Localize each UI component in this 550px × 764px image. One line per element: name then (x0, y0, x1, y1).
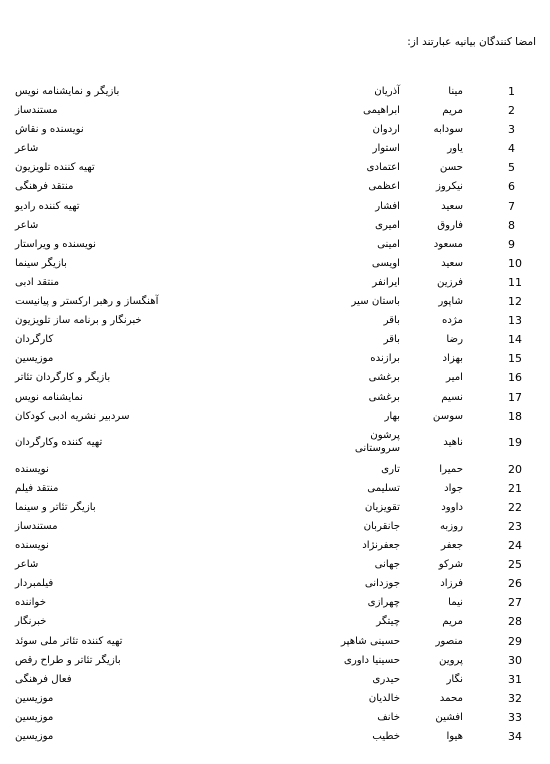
list-item (0, 139, 550, 158)
signer-first-name: حسن (439, 162, 463, 174)
signer-number: 8 (508, 218, 515, 232)
signer-number: 33 (508, 710, 522, 724)
signer-last-name: تقویزیان (364, 501, 400, 513)
signer-profession: خواننده (15, 597, 46, 609)
list-item (0, 197, 550, 216)
signer-first-name: هیوا (446, 731, 463, 742)
signer-first-name: داوود (441, 501, 463, 513)
signer-profession: تهیه کننده تلویزیون (15, 162, 95, 174)
signer-number: 27 (508, 596, 522, 610)
list-item (0, 574, 550, 593)
signer-first-name: رضا (446, 334, 463, 346)
signer-last-name: ایرانفر (372, 276, 400, 288)
signer-first-name: فرزین (436, 276, 463, 288)
list-item (0, 158, 550, 177)
signer-number: 28 (508, 615, 522, 629)
list-item (0, 612, 550, 631)
list-item (0, 101, 550, 120)
signer-number: 10 (508, 256, 522, 270)
signer-number: 34 (508, 730, 522, 743)
signer-first-name: جواد (444, 482, 463, 494)
signer-number: 19 (508, 435, 522, 449)
list-item (0, 593, 550, 612)
signer-first-name: نیما (448, 597, 463, 609)
list-item (0, 82, 550, 101)
list-item (0, 727, 550, 746)
signer-first-name: مریم (442, 105, 463, 117)
signer-number: 4 (508, 142, 515, 156)
list-item (0, 632, 550, 651)
signer-number: 26 (508, 577, 522, 591)
signer-first-name: سودابه (433, 124, 463, 136)
signer-profession: نویسنده و ویراستار (15, 238, 97, 250)
signer-profession: شاعر (15, 559, 39, 571)
signer-profession: بازیگر تئاتر و طراح رقص (15, 654, 121, 666)
signer-last-name: جهانی (374, 559, 400, 571)
signer-first-name: پروین (439, 654, 463, 666)
signer-last-name: امینی (377, 238, 400, 250)
signer-profession: فعال فرهنگی (15, 673, 72, 685)
signer-number: 6 (508, 180, 515, 194)
signer-last-name: آذریان (374, 86, 400, 97)
signer-last-name: خانف (377, 711, 400, 723)
signer-last-name: تاری (381, 463, 400, 475)
list-heading: امضا کنندگان بیانیه عبارتند از: (407, 36, 536, 48)
list-item (0, 177, 550, 196)
signer-profession: شاعر (15, 143, 39, 155)
signer-number: 18 (508, 409, 522, 423)
list-item (0, 120, 550, 139)
list-item (0, 460, 550, 479)
signer-last-name: جوزدانی (364, 578, 400, 590)
signer-last-name: جانقربان (363, 520, 400, 532)
signer-first-name: حمیرا (439, 463, 463, 475)
signer-last-name: تسلیمی (367, 482, 400, 494)
signer-number: 1 (508, 85, 515, 98)
signer-number: 17 (508, 390, 522, 404)
list-item (0, 368, 550, 387)
signer-number: 16 (508, 371, 522, 385)
signer-number: 21 (508, 481, 522, 495)
signer-last-name: استوار (372, 143, 400, 155)
signer-first-name: جعفر (441, 540, 463, 552)
signer-profession: موزیسین (15, 692, 54, 704)
signer-profession: کارگردان (15, 334, 54, 346)
signer-first-name: سعید (441, 200, 463, 212)
signer-number: 31 (508, 672, 522, 686)
signer-profession: نویسنده (15, 540, 49, 552)
signer-number: 32 (508, 691, 522, 705)
signer-last-name: جعفرنژاد (362, 540, 400, 552)
signer-first-name: شرکو (438, 559, 463, 571)
signer-profession: آهنگساز و رهبر ارکستر و پیانیست (15, 296, 159, 308)
signer-last-name: خطیب (372, 731, 400, 742)
signer-last-name: اعظمی (368, 181, 400, 193)
signer-last-name: خالدیان (368, 692, 400, 704)
signer-number: 7 (508, 199, 515, 213)
signer-number: 23 (508, 519, 522, 533)
list-item (0, 216, 550, 235)
list-item (0, 517, 550, 536)
signer-number: 29 (508, 634, 522, 648)
signer-last-name: برغشی (368, 372, 400, 384)
signer-profession: منتقد ادبی (15, 276, 60, 288)
list-item (0, 426, 550, 460)
signer-number: 14 (508, 333, 522, 347)
signer-last-name: پرشون سروستانی (354, 429, 400, 454)
signer-first-name: سعید (441, 257, 463, 269)
signer-first-name: مسعود (433, 238, 463, 250)
signer-last-name: ابراهیمی (363, 105, 400, 117)
signer-first-name: مریم (442, 616, 463, 628)
signers-list (0, 82, 550, 746)
signer-profession: مستندساز (15, 105, 58, 117)
signer-last-name: امیری (375, 219, 400, 231)
signer-number: 22 (508, 500, 522, 514)
list-item (0, 311, 550, 330)
signer-profession: نویسنده و نقاش (15, 124, 84, 136)
signer-profession: موزیسین (15, 353, 54, 365)
signer-last-name: حیدری (372, 673, 400, 685)
list-item (0, 292, 550, 311)
signer-first-name: نیکروز (436, 181, 463, 193)
signer-first-name: نسیم (441, 391, 463, 403)
list-item (0, 479, 550, 498)
signer-number: 12 (508, 295, 522, 309)
list-item (0, 498, 550, 517)
list-item (0, 407, 550, 426)
signer-profession: بازیگر سینما (15, 257, 67, 269)
signer-last-name: باستان سیر (351, 296, 400, 308)
signer-number: 5 (508, 161, 515, 175)
signer-last-name: چیتگر (376, 616, 400, 628)
signer-profession: تهیه کننده تئاتر ملی سوئد (15, 635, 123, 647)
signer-first-name: یاور (447, 143, 463, 155)
signer-first-name: مژده (442, 315, 463, 327)
signer-last-name: باقر (383, 334, 400, 346)
signer-profession: تهیه کننده رادیو (15, 200, 80, 212)
signer-number: 2 (508, 104, 515, 118)
list-item (0, 651, 550, 670)
signer-last-name: حسینیا داوری (343, 654, 400, 666)
list-item (0, 330, 550, 349)
list-item (0, 689, 550, 708)
signer-last-name: برازنده (370, 353, 400, 365)
signer-profession: منتقد فیلم (15, 482, 59, 494)
list-item (0, 254, 550, 273)
list-item (0, 670, 550, 689)
signer-profession: تهیه کننده وکارگردان (15, 436, 103, 448)
signer-profession: بازیگر و نمایشنامه نویس (15, 86, 120, 97)
signer-profession: منتقد فرهنگی (15, 181, 74, 193)
signer-profession: خبرنگار و برنامه ساز تلویزیون (15, 315, 142, 327)
signer-number: 24 (508, 539, 522, 553)
signer-first-name: افشین (435, 711, 463, 723)
signer-last-name: افشار (375, 200, 400, 212)
list-item (0, 536, 550, 555)
signer-first-name: روزبه (439, 520, 463, 532)
signer-last-name: اردوان (372, 124, 400, 136)
signer-number: 20 (508, 462, 522, 476)
signer-first-name: مینا (448, 86, 463, 97)
signer-profession: موزیسین (15, 711, 54, 723)
signer-first-name: بهزاد (442, 353, 463, 365)
signer-profession: بازیگر تئاتر و سینما (15, 501, 96, 513)
list-item (0, 555, 550, 574)
signer-profession: شاعر (15, 219, 39, 231)
signer-number: 3 (508, 123, 515, 137)
signer-number: 11 (508, 275, 522, 289)
signer-profession: نمایشنامه نویس (15, 391, 84, 403)
signer-first-name: سوسن (432, 410, 463, 422)
signer-number: 25 (508, 558, 522, 572)
list-item (0, 349, 550, 368)
signer-last-name: باقر (383, 315, 400, 327)
signer-first-name: ناهید (443, 436, 463, 448)
signer-first-name: فرزاد (440, 578, 463, 590)
signer-profession: سردبیر نشریه ادبی کودکان (15, 410, 130, 422)
list-item (0, 273, 550, 292)
signer-number: 15 (508, 352, 522, 366)
signer-last-name: حسینی شاهپر (341, 635, 400, 647)
signer-first-name: شاپور (438, 296, 463, 308)
list-item (0, 235, 550, 254)
signer-last-name: برغشی (368, 391, 400, 403)
list-item (0, 388, 550, 407)
signer-first-name: فاروق (437, 219, 463, 231)
signer-last-name: چهرازی (367, 597, 400, 609)
signer-last-name: اعتمادی (366, 162, 400, 174)
list-item (0, 708, 550, 727)
signer-last-name: بهار (384, 410, 400, 422)
signer-first-name: منصور (435, 635, 463, 647)
signer-profession: فیلمبردار (15, 578, 54, 590)
signer-number: 30 (508, 653, 522, 667)
signer-first-name: محمد (439, 692, 463, 704)
signer-last-name: اویسی (371, 257, 400, 269)
signer-profession: خبرنگار (15, 616, 47, 628)
signer-profession: بازیگر و کارگردان تئاتر (15, 372, 111, 384)
signer-profession: مستندساز (15, 520, 58, 532)
signer-profession: موزیسین (15, 731, 54, 742)
signer-number: 9 (508, 237, 515, 251)
signer-profession: نویسنده (15, 463, 49, 475)
signer-first-name: امیر (446, 372, 463, 384)
signer-first-name: نگار (446, 673, 463, 685)
signer-number: 13 (508, 314, 522, 328)
